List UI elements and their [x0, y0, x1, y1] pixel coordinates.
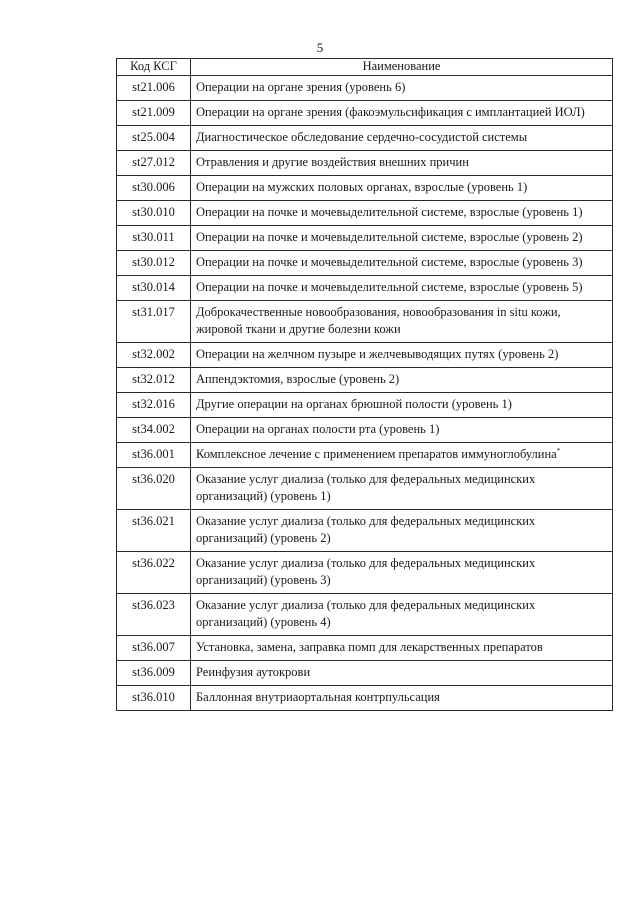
- ksg-name-text: Оказание услуг диализа (только для федеральных медицинских организаций) (уровень 4): [196, 598, 536, 629]
- ksg-code-cell: st27.012: [117, 151, 191, 176]
- table-row: [117, 686, 613, 711]
- ksg-name-text: Реинфузия аутокрови: [196, 665, 311, 679]
- table-row: [117, 443, 613, 468]
- ksg-name-text: Операции на почке и мочевыделительной системе, взрослые (уровень 5): [196, 280, 583, 294]
- ksg-name-cell: [191, 201, 613, 226]
- ksg-name-cell: [191, 151, 613, 176]
- table-row: [117, 368, 613, 393]
- ksg-table: [116, 58, 613, 711]
- ksg-name-text: Операции на органе зрения (факоэмульсификация с имплантацией ИОЛ): [196, 105, 585, 119]
- ksg-name-cell: [191, 418, 613, 443]
- ksg-name-text: Операции на органах полости рта (уровень 1): [196, 422, 440, 436]
- ksg-name-cell: [191, 393, 613, 418]
- header-code: Код КСГ: [117, 59, 191, 76]
- ksg-name-text: Аппендэктомия, взрослые (уровень 2): [196, 372, 400, 386]
- ksg-name-text: Операции на мужских половых органах, взрослые (уровень 1): [196, 180, 528, 194]
- ksg-code-cell: st30.014: [117, 276, 191, 301]
- ksg-name-cell: [191, 343, 613, 368]
- ksg-name-cell: [191, 301, 613, 343]
- table-row: [117, 226, 613, 251]
- page-number: 5: [316, 40, 324, 55]
- ksg-code-cell: st32.002: [117, 343, 191, 368]
- table-row: [117, 276, 613, 301]
- table-row: [117, 76, 613, 101]
- table-row: [117, 126, 613, 151]
- ksg-code-cell: st30.006: [117, 176, 191, 201]
- ksg-name-text: Оказание услуг диализа (только для федеральных медицинских организаций) (уровень 2): [196, 514, 536, 545]
- ksg-code-cell: st34.002: [117, 418, 191, 443]
- table-row: [117, 661, 613, 686]
- ksg-name-cell: [191, 594, 613, 636]
- table-row: [117, 418, 613, 443]
- ksg-name-cell: [191, 686, 613, 711]
- table-row: [117, 201, 613, 226]
- ksg-name-text: Комплексное лечение с применением препаратов иммуноглобулина: [196, 447, 557, 461]
- ksg-name-text: Оказание услуг диализа (только для федеральных медицинских организаций) (уровень 3): [196, 556, 536, 587]
- ksg-name-cell: [191, 368, 613, 393]
- ksg-code-cell: st30.012: [117, 251, 191, 276]
- table-row: [117, 510, 613, 552]
- ksg-name-cell: [191, 443, 613, 468]
- ksg-code-cell: st30.010: [117, 201, 191, 226]
- ksg-code-cell: st36.009: [117, 661, 191, 686]
- ksg-name-text: Баллонная внутриаортальная контрпульсация: [196, 690, 440, 704]
- ksg-name-cell: [191, 276, 613, 301]
- ksg-name-text: Операции на почке и мочевыделительной системе, взрослые (уровень 3): [196, 255, 583, 269]
- ksg-code-cell: st30.011: [117, 226, 191, 251]
- ksg-name-cell: [191, 552, 613, 594]
- table-row: [117, 251, 613, 276]
- ksg-name-cell: [191, 251, 613, 276]
- ksg-name-cell: [191, 636, 613, 661]
- table-row: [117, 151, 613, 176]
- ksg-code-cell: st36.022: [117, 552, 191, 594]
- ksg-name-text: Отравления и другие воздействия внешних причин: [196, 155, 469, 169]
- ksg-name-cell: [191, 101, 613, 126]
- ksg-code-cell: st36.020: [117, 468, 191, 510]
- table-row: [117, 301, 613, 343]
- ksg-name-cell: [191, 126, 613, 151]
- ksg-name-cell: [191, 661, 613, 686]
- ksg-code-cell: st31.017: [117, 301, 191, 343]
- table-row: [117, 101, 613, 126]
- ksg-code-cell: st32.016: [117, 393, 191, 418]
- table-row: [117, 176, 613, 201]
- ksg-name-cell: [191, 510, 613, 552]
- ksg-code-cell: st36.001: [117, 443, 191, 468]
- ksg-code-cell: st21.009: [117, 101, 191, 126]
- ksg-name-cell: [191, 226, 613, 251]
- ksg-name-text: Операции на почке и мочевыделительной системе, взрослые (уровень 1): [196, 205, 583, 219]
- table-row: [117, 552, 613, 594]
- ksg-name-text: Диагностическое обследование сердечно-сосудистой системы: [196, 130, 528, 144]
- table-row: [117, 594, 613, 636]
- ksg-name-text: Другие операции на органах брюшной полости (уровень 1): [196, 397, 512, 411]
- footnote-marker: *: [556, 447, 561, 455]
- table-row: [117, 468, 613, 510]
- ksg-name-cell: [191, 468, 613, 510]
- header-name: Наименование: [191, 59, 613, 76]
- ksg-name-text: Установка, замена, заправка помп для лекарственных препаратов: [196, 640, 543, 654]
- ksg-name-text: Операции на органе зрения (уровень 6): [196, 80, 406, 94]
- ksg-name-text: Операции на желчном пузыре и желчевыводящих путях (уровень 2): [196, 347, 559, 361]
- ksg-code-cell: st36.007: [117, 636, 191, 661]
- ksg-name-text: Операции на почке и мочевыделительной системе, взрослые (уровень 2): [196, 230, 583, 244]
- table-body: [117, 76, 613, 711]
- ksg-code-cell: st36.023: [117, 594, 191, 636]
- ksg-name-text: Оказание услуг диализа (только для федеральных медицинских организаций) (уровень 1): [196, 472, 536, 503]
- ksg-code-cell: st36.010: [117, 686, 191, 711]
- table-row: [117, 343, 613, 368]
- ksg-name-cell: [191, 76, 613, 101]
- table-header-row: [117, 59, 613, 76]
- ksg-code-cell: st21.006: [117, 76, 191, 101]
- ksg-code-cell: st25.004: [117, 126, 191, 151]
- table-row: [117, 636, 613, 661]
- ksg-name-cell: [191, 176, 613, 201]
- table-row: [117, 393, 613, 418]
- ksg-code-cell: st36.021: [117, 510, 191, 552]
- ksg-name-text: Доброкачественные новообразования, новообразования in situ кожи, жировой ткани и другие болезни кожи: [196, 305, 561, 336]
- ksg-code-cell: st32.012: [117, 368, 191, 393]
